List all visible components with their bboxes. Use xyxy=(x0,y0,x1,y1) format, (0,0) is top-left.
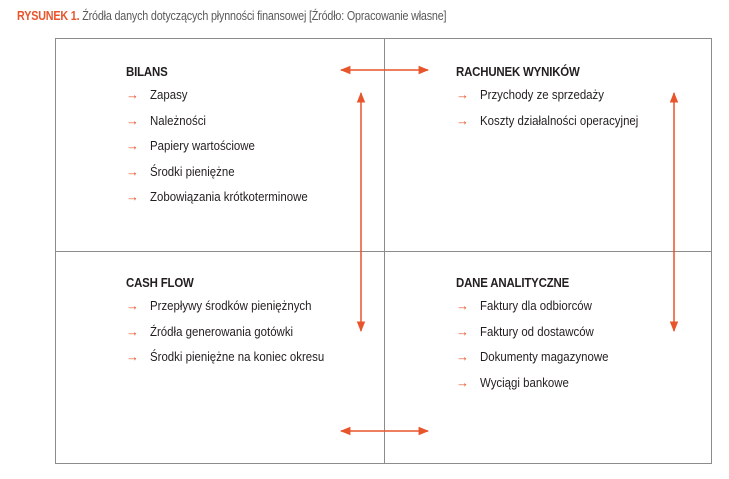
bullet-arrow-icon: → xyxy=(456,349,469,364)
bullet-arrow-icon: → xyxy=(126,163,139,179)
figure-caption-text: Źródła danych dotyczących płynności finansowej [Źródło: Opracowanie własne] xyxy=(82,9,447,23)
list-item-label: Zobowiązania krótkoterminowe xyxy=(150,189,308,204)
bullet-arrow-icon: → xyxy=(456,112,469,128)
list-item-label: Dokumenty magazynowe xyxy=(480,349,609,364)
bullet-arrow-icon: → xyxy=(126,112,139,128)
quadrant-title: CASH FLOW xyxy=(126,275,194,290)
list-item-label: Koszty działalności operacyjnej xyxy=(480,112,639,128)
bullet-arrow-icon: → xyxy=(126,189,139,204)
list-item-label: Źródła generowania gotówki xyxy=(150,323,294,339)
bullet-arrow-icon: → xyxy=(456,298,469,313)
bullet-arrow-icon: → xyxy=(126,138,139,153)
list-item-label: Przychody ze sprzedaży xyxy=(480,87,604,102)
list-item-label: Środki pieniężne na koniec okresu xyxy=(150,349,325,364)
quadrant-title: RACHUNEK WYNIKÓW xyxy=(456,64,580,79)
list-item-label: Faktury dla odbiorców xyxy=(480,298,592,313)
bullet-arrow-icon: → xyxy=(456,323,469,339)
list-item-label: Papiery wartościowe xyxy=(150,138,255,153)
bullet-arrow-icon: → xyxy=(126,298,139,313)
quadrant-title: BILANS xyxy=(126,64,168,79)
list-item-label: Środki pieniężne xyxy=(150,163,235,179)
bullet-arrow-icon: → xyxy=(126,349,139,364)
bullet-arrow-icon: → xyxy=(126,87,139,102)
list-item-label: Zapasy xyxy=(150,87,188,102)
list-item-label: Faktury od dostawców xyxy=(480,323,594,339)
figure-label: RYSUNEK 1. xyxy=(17,9,80,23)
bullet-arrow-icon: → xyxy=(456,87,469,102)
list-item-label: Przepływy środków pieniężnych xyxy=(150,298,312,313)
list-item-label: Należności xyxy=(150,112,206,128)
bullet-arrow-icon: → xyxy=(456,374,469,390)
quadrant-title: DANE ANALITYCZNE xyxy=(456,275,570,290)
list-item-label: Wyciągi bankowe xyxy=(480,374,569,390)
bullet-arrow-icon: → xyxy=(126,323,139,339)
